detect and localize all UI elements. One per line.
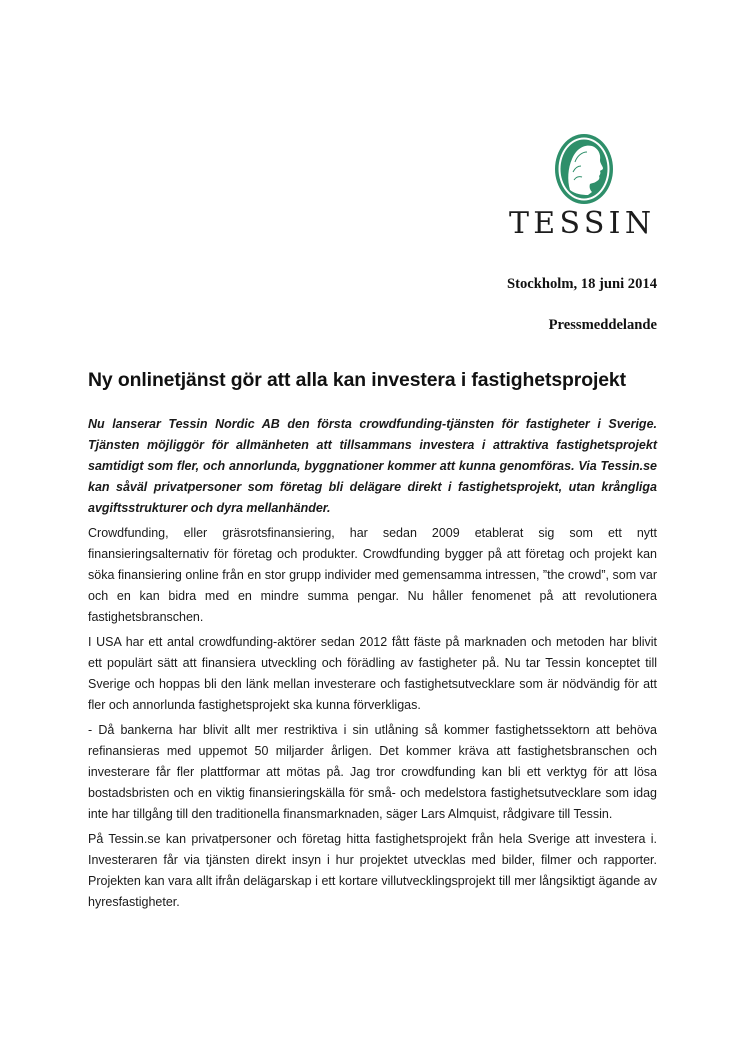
- document-type: Pressmeddelande: [548, 317, 657, 333]
- body-paragraph: - Då bankerna har blivit allt mer restriktiva i sin utlåning så kommer fastighetssektorn att behöva refinansieras med uppemot 50 miljarder årligen. Det kommer kräva att fastighetsbranschen och investerare får fler plattformar att mötas på. Jag tror crowdfunding kan bli ett verktyg för att lösa bostadsbristen och en viktig finansieringskälla för små- och medelstora fastighetsutvecklare som idag inte har tillgång till den traditionella finansmarknaden, säger Lars Almquist, rådgivare till Tessin.: [88, 723, 657, 821]
- body-paragraph: I USA har ett antal crowdfunding-aktörer sedan 2012 fått fäste på marknaden och metoden har blivit ett populärt sätt att finansiera utveckling och förädling av fastigheter på. Nu tar Tessin konceptet till Sverige och hoppas bli den länk mellan investerare och fastighetsutvecklare som är nödvändig för att fler och annorlunda fastighetsprojekt ska kunna förverkligas.: [88, 635, 657, 712]
- brand-wordmark: TESSIN: [509, 206, 656, 241]
- body-paragraph: På Tessin.se kan privatpersoner och företag hitta fastighetsprojekt från hela Sverige att investera i. Investeraren får via tjänsten direkt insyn i hur projektet utvecklas med bilder, filmer och rapporter. Projekten kan vara allt ifrån delägarskap i ett kortare villutvecklingsprojekt till mer långsiktigt ägande av hyresfastigheter.: [88, 832, 657, 909]
- body-paragraph: Crowdfunding, eller gräsrotsfinansiering, har sedan 2009 etablerat sig som ett nytt finansieringsalternativ för företag och produkter. Crowdfunding bygger på att företag och projekt kan söka finansiering online från en stor grupp individer med gemensamma intressen, ”the crowd”, som var och en kan bidra med en mindre summa pengar. Nu håller fenomenet på att revolutionera fastighetsbranschen.: [88, 526, 657, 624]
- date-line: Stockholm, 18 juni 2014: [506, 276, 657, 292]
- page-title: Ny onlinetjänst gör att alla kan investera i fastighetsprojekt: [88, 369, 626, 391]
- lead-paragraph: Nu lanserar Tessin Nordic AB den första crowdfunding-tjänsten för fastigheter i Sverige. Tjänsten möjliggör för allmänheten att tillsammans investera i attraktiva fastighetsprojekt samtidigt som fler, och annorlunda, byggnationer kommer att kunna genomföras. Via Tessin.se kan såväl privatpersoner som företag bli delägare direkt i fastighetsprojekt, utan krångliga avgiftsstrukturer och dyra mellanhänder.: [88, 417, 657, 515]
- portrait-silhouette-icon: [553, 132, 615, 206]
